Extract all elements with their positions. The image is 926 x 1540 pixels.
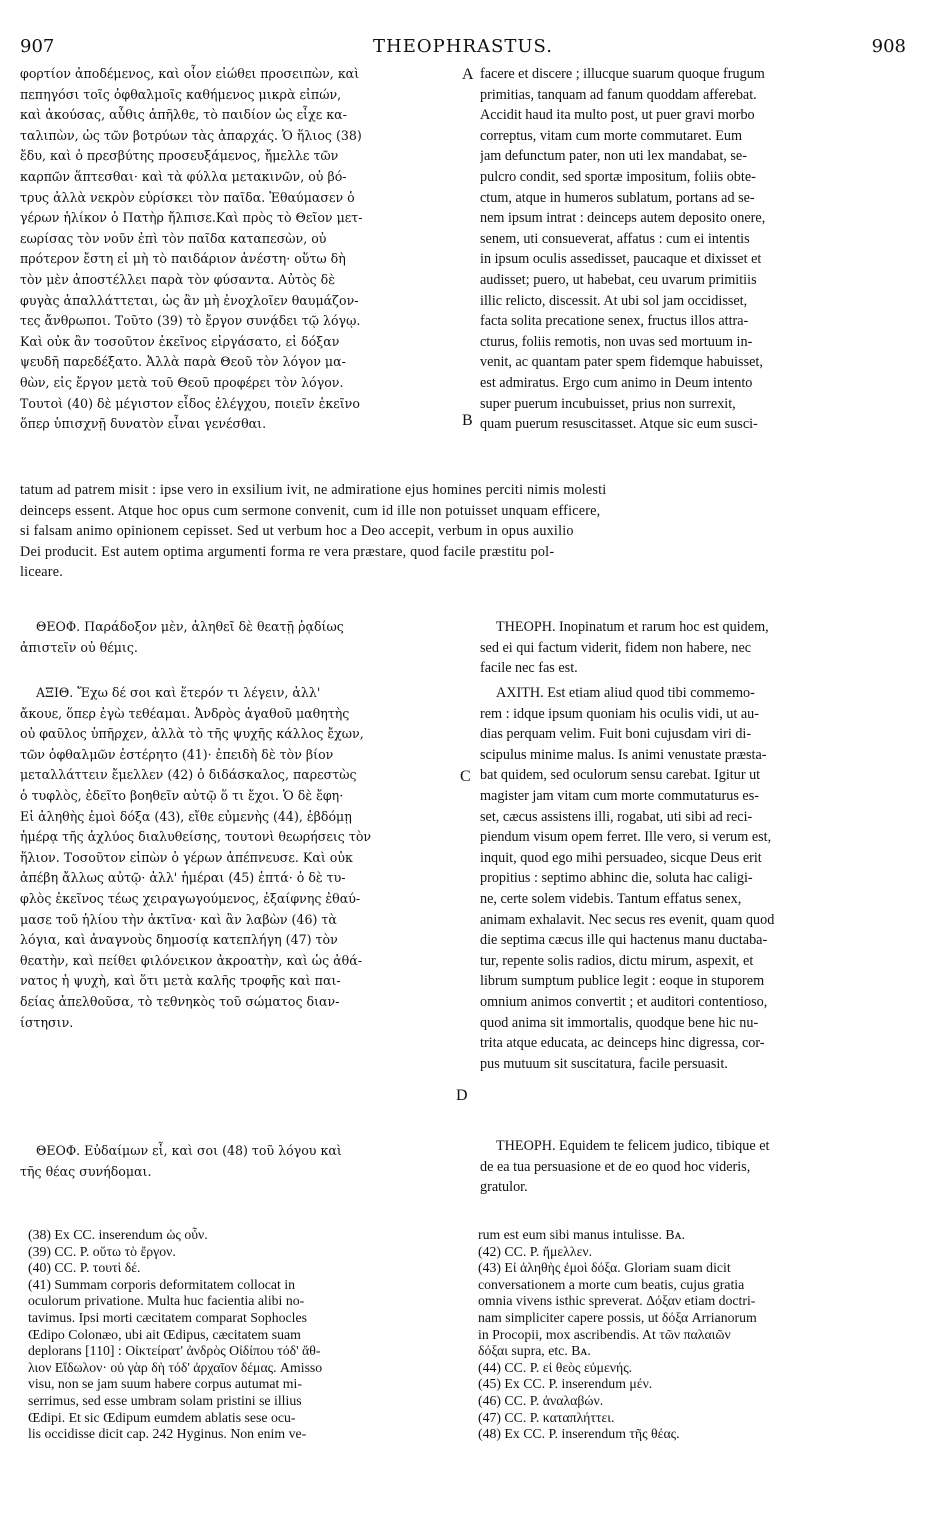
greek-block2-line: ἀπιστεῖν οὐ θέμις. <box>20 639 138 655</box>
greek-block1-line: ὅπερ ὑπισχνῇ δυνατὸν εἶναι γενέσθαι. <box>20 416 267 432</box>
latin-block1-line: facta solita precatione senex, fructus illos attra- <box>480 313 749 330</box>
greek-block1-line: καρπῶν ἅπτεσθαι· καὶ τὰ φύλλα μετακινῶν, οὐ βό- <box>20 168 347 184</box>
greek-block3-line: λόγια, καὶ ἀναγνοὺς δημοσίᾳ κατεπλήγη (47) τὸν <box>20 932 338 948</box>
footnotes-right <box>478 1227 908 1443</box>
running-title: THEOPHRASTUS. <box>373 36 553 57</box>
latin-block1-line: cturus, foliis remotis, non uvas sed mortuum in- <box>480 333 753 350</box>
greek-block3-line: μεταλλάττειν ἔμελλεν (42) ὁ διδάσκαλος, παρεστὼς <box>20 767 357 783</box>
footnotes-left-line: deplorans [110] : Οἰκτείρατ' ἀνδρὸς Οἰδίπου τόδ' ἄθ- <box>28 1343 321 1359</box>
latin-block3-line: magister jam vitam cum morte commutaturus es- <box>480 787 759 804</box>
latin-block2-line: sed ei qui factum viderit, fidem non habere, nec <box>480 639 752 656</box>
latin-block3-line: scipulus minime malus. Is animi venustate præsta- <box>480 746 767 763</box>
greek-block3-line: Εἰ ἀληθὴς ἐμοὶ δόξα (43), εἴθε εὐμενὴς (44), ἑβδόμῃ <box>20 808 352 824</box>
latin-full-line: tatum ad patrem misit : ipse vero in exsilium ivit, ne admiratione ejus homines perciti nimis molesti <box>20 482 607 498</box>
footnotes-left-line: oculorum privatione. Multa huc facientia alibi no- <box>28 1293 305 1309</box>
latin-full-width-block <box>20 480 910 583</box>
greek-block1-line: γέρων ἡλίκον ὁ Πατὴρ ἤλπισε.Καὶ πρὸς τὸ Θεῖον μετ- <box>20 210 363 226</box>
greek-block3-line: τῶν ὀφθαλμῶν ἐστέρητο (41)· ἐπειδὴ δὲ τὸν βίον <box>20 746 334 762</box>
greek-block3-line: ίστησιν. <box>20 1014 74 1030</box>
greek-column-block-1 <box>20 64 460 435</box>
footnotes-left-line: visu, non se jam suum habere corpus autumat mi- <box>28 1376 302 1392</box>
latin-full-line: deinceps essent. Atque hoc opus cum sermone convenit, cum id ille non potuisset unquam efficere, <box>20 502 601 519</box>
greek-block1-line: εωρίσας τὸν νοῦν ἐπὶ τὸν παῖδα καταπεσὼν, οὐ <box>20 230 327 246</box>
footnotes-left-line: lis occidisse dicit cap. 242 Hyginus. Non enim ve- <box>28 1426 307 1442</box>
latin-block1-line: audisset; puero, ut habebat, ceu uvarum primitiis <box>480 271 757 288</box>
latin-block1-line: facere et discere ; illucque suarum quoque frugum <box>480 66 765 82</box>
footnotes-right-line: (46) CC. P. ἀναλαβών. <box>478 1392 604 1408</box>
latin-block3-line: animam exhalavit. Nec secus res evenit, quam quod <box>480 911 775 928</box>
latin-block1-line: super puerum incubuisset, prius non surrexit, <box>480 395 736 412</box>
latin-block1-line: est admiratus. Ergo cum animo in Deum intento <box>480 374 753 391</box>
latin-column-block-1 <box>480 64 910 435</box>
footnotes-right-line: nam simpliciter capere possis, ut δόξα Arrianorum <box>478 1309 757 1325</box>
section-marker-b: B <box>462 412 473 429</box>
latin-block3-line: pus mutuum sit suscitatura, facile persuasit. <box>480 1055 728 1072</box>
greek-block3-line: ὁ τυφλὸς, ἐδεῖτο βοηθεῖν αὐτῷ ὅ τι ἔχοι. Ὁ δὲ ἔφη· <box>20 787 344 803</box>
latin-block4-line: THEOPH. Equidem te felicem judico, tibique et <box>496 1138 770 1154</box>
latin-full-line: Dei producit. Est autem optima argumenti forma re vera præstare, quod facile præstitu pol- <box>20 543 555 560</box>
latin-block1-line: nem ipsum intrat : deinceps autem deposito onere, <box>480 210 766 227</box>
greek-column-block-3 <box>20 683 460 1033</box>
greek-block1-line: ψευδῆ παρεδέξατο. Ἀλλὰ παρὰ Θεοῦ τὸν λόγον μα- <box>20 354 346 370</box>
latin-block1-line: Accidit haud ita multo post, ut puer gravi morbo <box>480 107 755 124</box>
greek-column-block-2 <box>20 617 460 658</box>
greek-block3-line: ἀπέβη ἄλλως αὐτῷ· ἀλλ' ἡμέραι (45) ἑπτά· ὁ δὲ τυ- <box>20 870 346 886</box>
greek-block1-line: τὸν μὲν ἀποστέλλει παρὰ τὸν φύσαντα. Αὐτὸς δὲ <box>20 271 335 287</box>
latin-column-block-4 <box>480 1136 910 1198</box>
footnotes-right-line: (45) Ex CC. P. inserendum μέν. <box>478 1376 653 1392</box>
greek-block1-line: πεπηγόσι τοῖς ὀφθαλμοῖς καθήμενος μικρὰ εἰπών, <box>20 86 342 102</box>
section-marker-a: A <box>462 66 474 83</box>
greek-block1-line: πρότερον ἔστη εἰ μὴ τὸ παιδάριον ἀνέστη· οὕτω δὴ <box>20 251 346 267</box>
greek-block2-line: ΘΕΟΦ. Παράδοξον μὲν, ἀληθεῖ δὲ θεατῇ ῥᾳδίως <box>36 619 344 634</box>
latin-block1-line: in ipsum oculis assedisset, paucaque et dixisset et <box>480 251 762 268</box>
greek-block3-line: οὐ φαῦλος ὑπῆρχεν, ἀλλὰ τὸ τῆς ψυχῆς κάλλος ἔχων, <box>20 726 364 742</box>
footnotes-left-line: Œdipo Colonæo, ubi ait Œdipus, cæcitatem suam <box>28 1326 301 1342</box>
latin-block3-line: AXITH. Est etiam aliud quod tibi commemo- <box>496 685 755 701</box>
greek-block3-line: ἥλιον. Τοσοῦτον εἰπὼν ὁ γέρων ἀπέπνευσε. Καὶ οὐκ <box>20 849 353 865</box>
section-marker-c: C <box>460 768 471 785</box>
greek-block1-line: καὶ ἀκούσας, αὖθις ἀπῆλθε, τὸ παιδίον ὡς εἶχε κα- <box>20 107 347 123</box>
footnotes-right-line: (47) CC. P. καταπλήττει. <box>478 1409 615 1425</box>
greek-column-block-4 <box>20 1141 460 1182</box>
footnotes-right-line: omnia vivens isthic spreverat. Δόξαν etiam doctri- <box>478 1293 756 1309</box>
latin-block3-line: dias perquam velim. Fuit boni cujusdam viri di- <box>480 726 752 743</box>
right-page-number: 908 <box>871 36 906 57</box>
latin-block1-line: jam defunctum pater, non uti lex mandabat, se- <box>480 148 747 165</box>
latin-block3-line: ne, certe solem videbis. Tantum effatus senex, <box>480 890 742 907</box>
latin-block2-line: THEOPH. Inopinatum et rarum hoc est quidem, <box>496 619 769 635</box>
latin-block3-line: omnium animos convertit ; et auditori contentioso, <box>480 993 768 1010</box>
greek-block1-line: Τουτοὶ (40) δὲ μέγιστον εἶδος ἐλέγχου, ποιεῖν ἐκεῖνο <box>20 395 360 411</box>
latin-block3-line: piendum visum opem ferret. Ille vero, si verum est, <box>480 829 772 846</box>
footnotes-left-line: serrimus, sed esse umbram solam pristini se illius <box>28 1392 302 1408</box>
greek-block1-line: ἔδυ, καὶ ὁ πρεσβύτης προσευξάμενος, ἤμελλε τῶν <box>20 148 339 164</box>
latin-full-line: liceare. <box>20 564 63 581</box>
latin-block3-line: quod anima sit immortalis, quodque bene hic nu- <box>480 1014 759 1031</box>
latin-block1-line: pulcro condit, sed sportæ impositum, foliis obte- <box>480 168 756 185</box>
greek-block3-line: δείας ἀπελθοῦσα, τὸ τεθνηκὸς τοῦ σώματος διαν- <box>20 993 340 1009</box>
footnotes-right-line: rum est eum sibi manus intulisse. Bᴀ. <box>478 1227 685 1242</box>
greek-block3-line: ἄκουε, ὅπερ ἐγὼ τεθέαμαι. Ἀνδρὸς ἀγαθοῦ μαθητὴς <box>20 705 350 721</box>
footnotes-right-line: (48) Ex CC. P. inserendum τῆς θέας. <box>478 1426 680 1442</box>
left-page-number: 907 <box>20 36 55 57</box>
greek-block3-line: μασε τοῦ ἡλίου τὴν ἀκτῖνα· καὶ ἂν λαβὼν (46) τὰ <box>20 911 337 927</box>
latin-block1-line: correptus, vitam cum morte commutaret. Eum <box>480 127 742 144</box>
latin-block1-line: venit, ac quantam pater spem fidemque habuisset, <box>480 354 763 371</box>
greek-block3-line: νατος ἡ ψυχὴ, καὶ ὅτι μετὰ καλῆς τροφῆς καὶ παι- <box>20 973 341 989</box>
greek-block1-line: Καὶ οὐκ ἂν τοσοῦτον ἐκεῖνος εἰργάσατο, εἰ δόξαν <box>20 333 340 349</box>
footnotes-right-line: (43) Εἰ ἀληθὴς ἐμοὶ δόξα. Gloriam suam dicit <box>478 1260 731 1276</box>
footnotes-left-line: (39) CC. P. οὕτω τὸ ἔργον. <box>28 1243 176 1259</box>
greek-block4-line: τῆς θέας συνήδομαι. <box>20 1163 152 1179</box>
latin-block3-line: inquit, quod ego mihi persuadeo, sicque Deus erit <box>480 849 762 866</box>
footnotes-left <box>28 1227 458 1443</box>
footnotes-right-line: δόξαι supra, etc. Bᴀ. <box>478 1343 591 1359</box>
latin-column-block-3 <box>480 683 910 1074</box>
greek-block3-line: ἡμέρᾳ τῆς ἀχλύος διαλυθείσης, τουτονὶ θεωρήσεις τὸν <box>20 829 372 845</box>
footnotes-left-line: (38) Ex CC. inserendum ὡς οὖν. <box>28 1227 208 1242</box>
latin-block3-line: bat quidem, sed oculorum sensu carebat. Igitur ut <box>480 767 761 784</box>
greek-block3-line: ΑΞΙΘ. Ἔχω δέ σοι καὶ ἕτερόν τι λέγειν, ἀλλ' <box>36 685 321 700</box>
section-marker-d: D <box>456 1087 468 1104</box>
latin-block3-line: set, cæcus assistens illi, rogabat, uti sibi ad reci- <box>480 808 753 825</box>
footnotes-left-line: (41) Summam corporis deformitatem collocat in <box>28 1276 296 1292</box>
latin-block1-line: ctum, atque in humeros sublatum, portans ad se- <box>480 189 755 206</box>
greek-block4-line: ΘΕΟΦ. Εὐδαίμων εἶ, καὶ σοι (48) τοῦ λόγου καὶ <box>36 1143 342 1158</box>
footnotes-left-line: λιον Εἴδωλον· οὐ γὰρ δὴ τόδ' ἀρχαῖον δέμας. Amisso <box>28 1359 323 1375</box>
greek-block1-line: ταλιπὼν, ὡς τῶν βοτρύων τὰς ἀπαρχάς. Ὁ ἥλιος (38) <box>20 127 362 143</box>
footnotes-right-line: (42) CC. P. ἤμελλεν. <box>478 1243 593 1259</box>
footnotes-left-line: tavimus. Ipsi morti cæcitatem comparat Sophocles <box>28 1309 307 1325</box>
greek-block1-line: θὼν, εἰς ἔργον μετὰ τοῦ Θεοῦ προφέρει τὸν λόγον. <box>20 374 344 390</box>
latin-block4-line: de ea tua persuasione et de eo quod hoc videris, <box>480 1158 751 1175</box>
latin-block2-line: facile nec fas est. <box>480 660 578 677</box>
greek-block1-line: τες ἄνθρωποι. Τοῦτο (39) τὸ ἔργον συνᾴδει τῷ λόγῳ. <box>20 313 361 329</box>
greek-block1-line: τρυς ἀλλὰ νεκρὸν εὑρίσκει τὸν παῖδα. Ἐθαύμασεν ὁ <box>20 189 355 205</box>
latin-block3-line: die septima cæcus ille qui hactenus manu ductaba- <box>480 932 768 949</box>
footnotes-right-line: in Procopii, mox ascribendis. At τῶν παλαιῶν <box>478 1326 731 1342</box>
latin-block3-line: propitius : septimo abhinc die, soluta hac caligi- <box>480 870 753 887</box>
footnotes-right-line: conversationem a morte cum beatis, cujus gratia <box>478 1276 745 1292</box>
latin-column-block-2 <box>480 617 910 679</box>
latin-block3-line: trita atque educata, ac deinceps hinc digressa, cor- <box>480 1035 765 1052</box>
latin-block1-line: primitias, tanquam ad fanum quoddam afferebat. <box>480 86 757 103</box>
footnotes-left-line: (40) CC. P. τουτὶ δέ. <box>28 1260 141 1276</box>
latin-block3-line: librum sumptum publice legit : eoque in stuporem <box>480 973 765 990</box>
latin-block1-line: senem, uti consueverat, affatus : cum ei intentis <box>480 230 750 247</box>
greek-block3-line: θεατὴν, καὶ πείθει φιλόνεικον ἀκροατὴν, καὶ ὡς ἀθά- <box>20 952 362 968</box>
greek-block1-line: φυγὰς ἀπαλλάττεται, ὡς ἂν μὴ ἐνοχλοῖεν θαυμάζον- <box>20 292 359 308</box>
latin-block1-line: quam puerum resuscitasset. Atque sic eum susci- <box>480 416 758 433</box>
greek-block3-line: φλὸς ἐκεῖνος τέως χειραγωγούμενος, ἐξαίφνης ἐθαύ- <box>20 890 361 906</box>
greek-block1-line: φορτίον ἀποδέμενος, καὶ οἷον εἰώθει προσειπὼν, καὶ <box>20 66 360 81</box>
latin-block1-line: illic relicto, discessit. At ubi sol jam occidisset, <box>480 292 748 309</box>
latin-full-line: si falsam animo opinionem cepisset. Sed ut verbum hoc a Deo accepit, verbum in opus auxilio <box>20 523 574 540</box>
latin-block4-line: gratulor. <box>480 1179 528 1196</box>
latin-block3-line: rem : idque ipsum quoniam his oculis vidi, ut au- <box>480 705 759 722</box>
latin-block3-line: tur, repente solis radios, dictu mirum, aspexit, et <box>480 952 754 969</box>
page-header <box>20 36 906 60</box>
footnotes-right-line: (44) CC. P. εἰ θεὸς εὐμενής. <box>478 1359 633 1375</box>
footnotes-left-line: Œdipi. Et sic Œdipum eumdem ablatis sese ocu- <box>28 1409 296 1425</box>
